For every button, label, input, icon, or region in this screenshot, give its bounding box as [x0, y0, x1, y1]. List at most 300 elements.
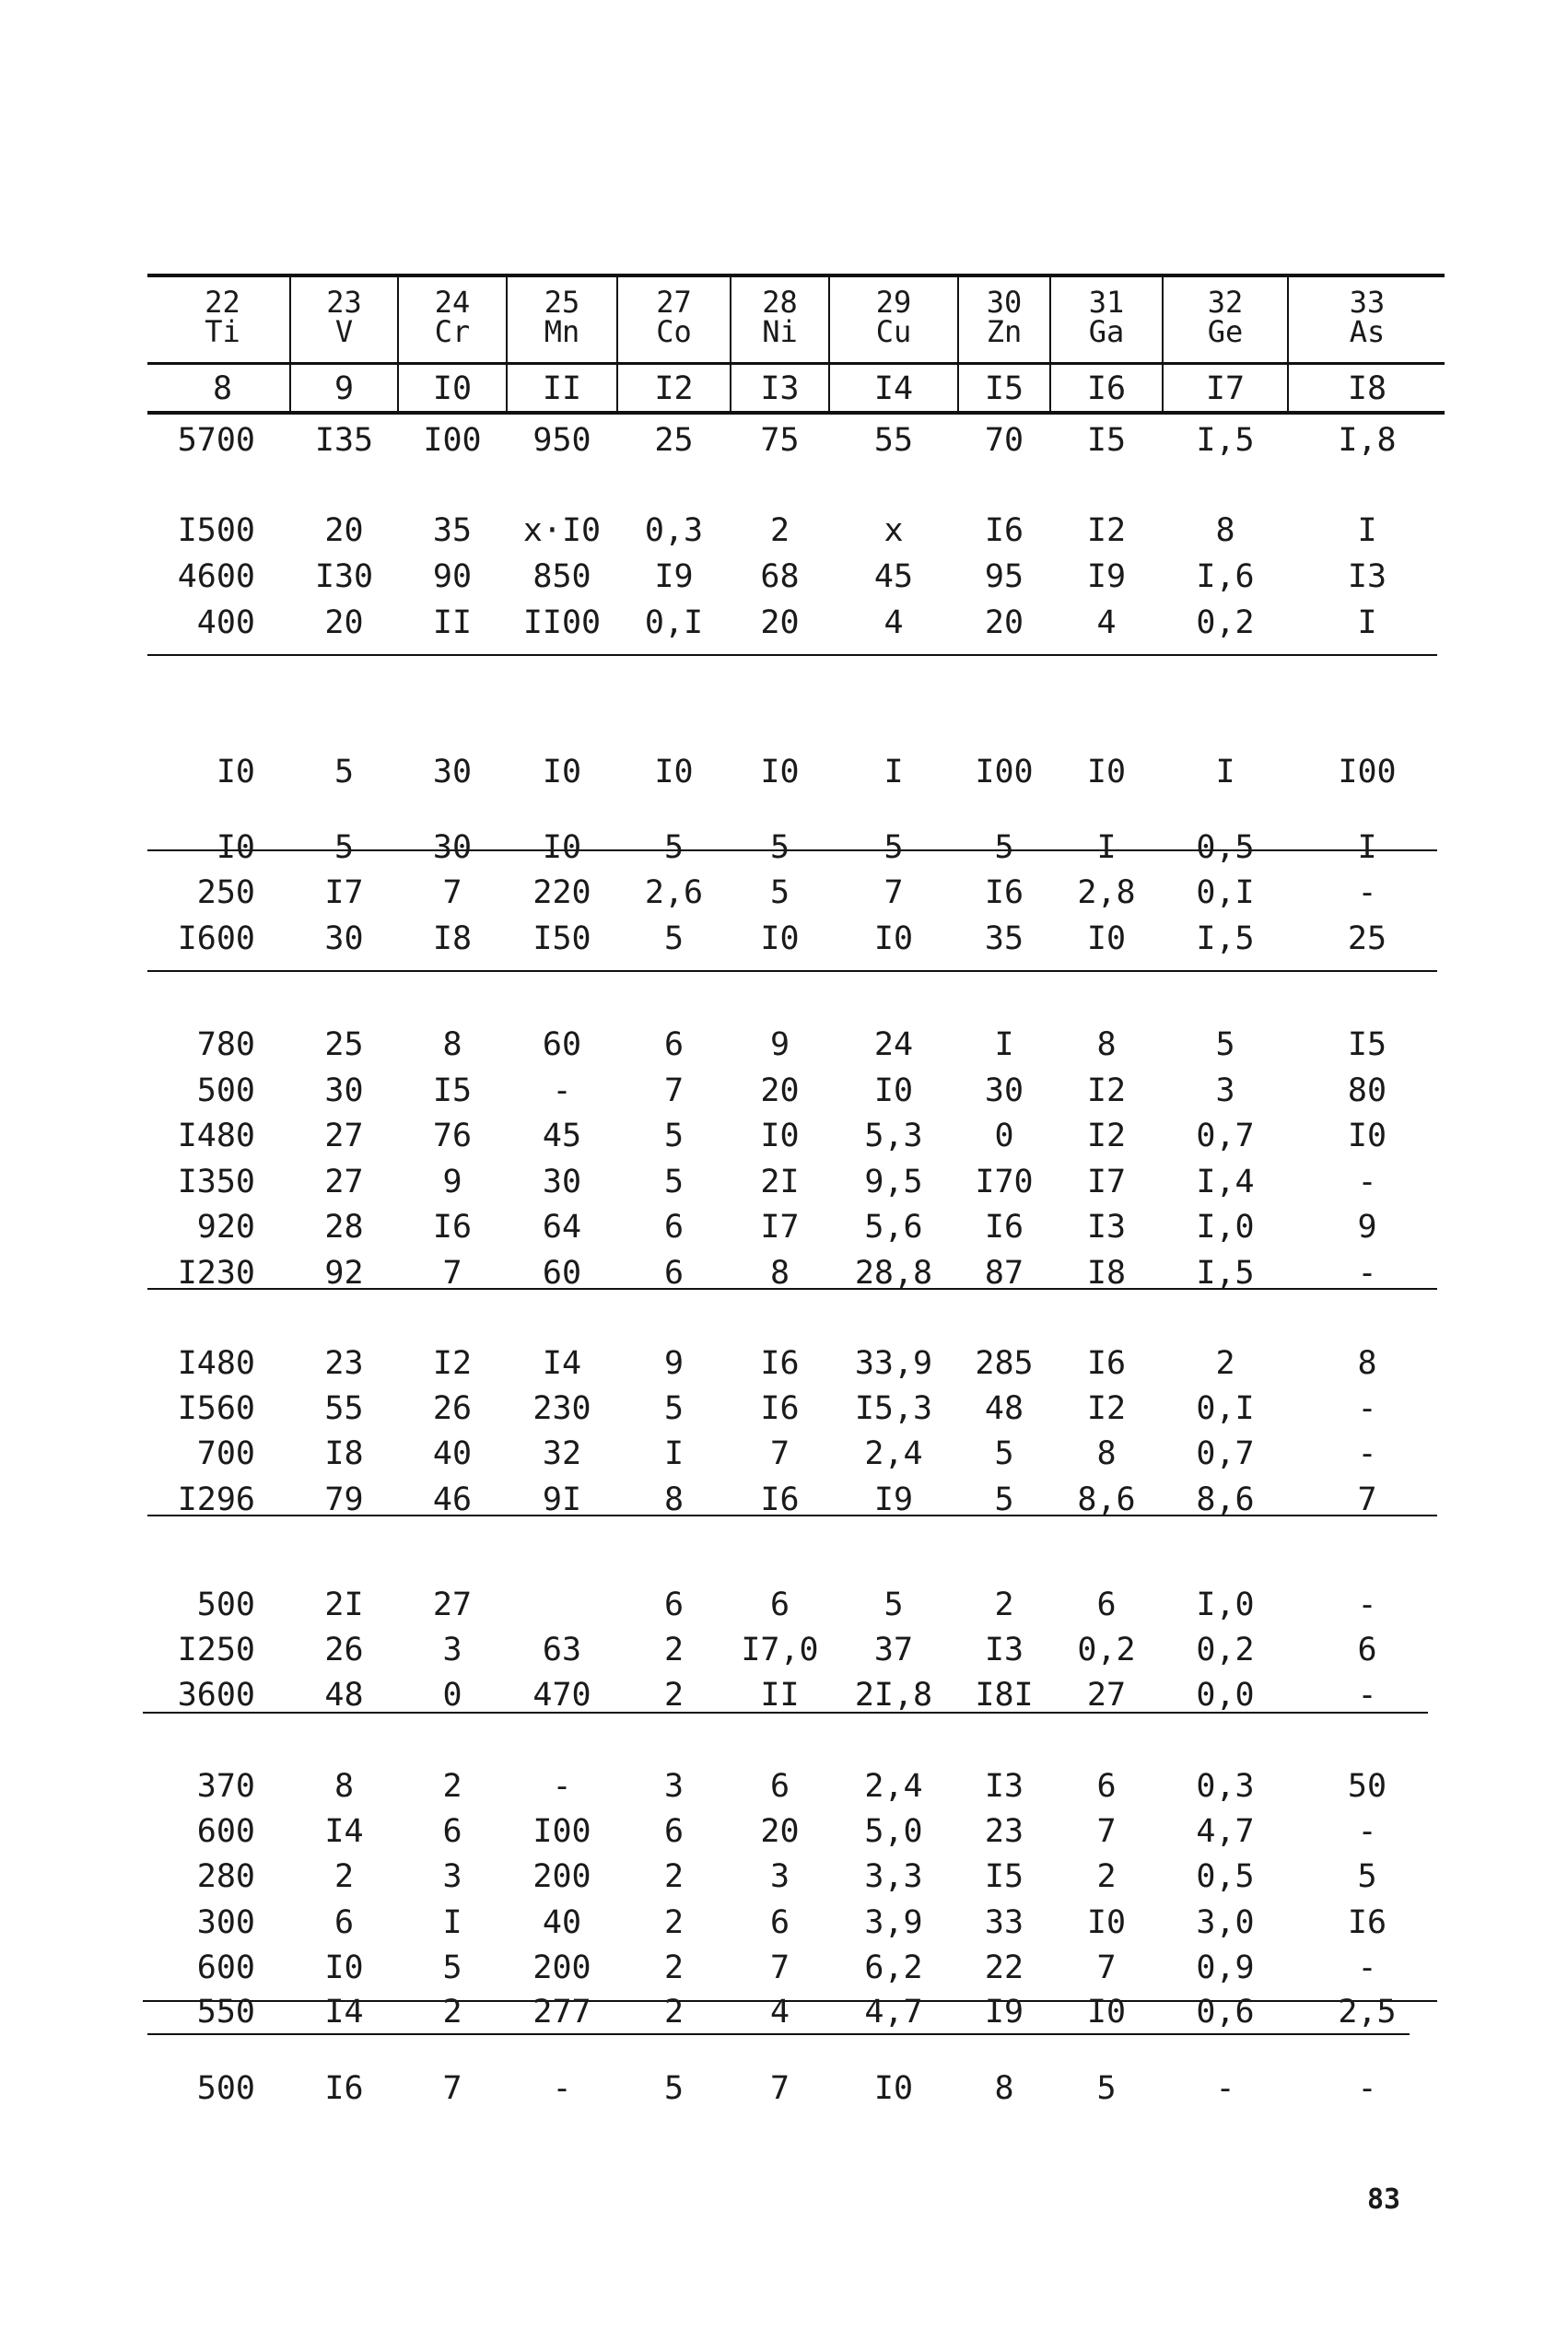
- table-cell: I0: [873, 2070, 914, 2107]
- table-cell: 5: [994, 1481, 1014, 1518]
- table-cell: -: [552, 2070, 572, 2107]
- table-cell: 0,2: [1196, 1632, 1255, 1668]
- table-cell: 370: [196, 1768, 255, 1805]
- table-cell: -: [1357, 1435, 1377, 1472]
- table-cell: 2,5: [1338, 1994, 1397, 2031]
- table-cell: I9: [1086, 558, 1127, 595]
- table-cell: 0,3: [1196, 1768, 1255, 1805]
- table-cell: 75: [760, 422, 800, 459]
- table-cell: I35: [314, 422, 374, 459]
- table-cell: 5,3: [864, 1118, 923, 1154]
- table-cell: 5: [1096, 2070, 1117, 2107]
- table-cell: I00: [423, 422, 482, 459]
- table-cell: 8: [663, 1481, 685, 1518]
- table-cell: 20: [324, 512, 364, 549]
- table-cell: I3: [984, 1768, 1024, 1805]
- table-cell: I296: [177, 1481, 255, 1518]
- table-row: [0, 870, 1568, 916]
- table-cell: 4,7: [1196, 1813, 1255, 1850]
- table-cell: I8I: [975, 1677, 1034, 1714]
- table-row: [0, 1204, 1568, 1250]
- table-cell: I3: [1086, 1209, 1127, 1246]
- table-cell: 63: [542, 1632, 582, 1668]
- table-cell: 780: [196, 1026, 255, 1063]
- table-cell: 500: [196, 1586, 255, 1623]
- table-cell: I: [883, 754, 904, 790]
- table-cell: I,4: [1196, 1164, 1255, 1200]
- table-cell: I0: [542, 754, 582, 790]
- table-cell: 3: [769, 1858, 790, 1895]
- table-cell: 6: [1096, 1768, 1117, 1805]
- table-cell: 200: [532, 1858, 591, 1895]
- table-cell: 7: [1096, 1949, 1117, 1986]
- table-cell: I0: [1347, 1118, 1387, 1154]
- table-cell: 2: [663, 1677, 685, 1714]
- element-number: 22: [205, 285, 240, 320]
- element-header-7: [958, 280, 1050, 356]
- element-number: 25: [544, 285, 580, 320]
- table-cell: I350: [177, 1164, 255, 1200]
- table-cell: I: [994, 1026, 1014, 1063]
- table-cell: 2: [442, 1768, 462, 1805]
- table-cell: I: [1215, 754, 1235, 790]
- element-header-9: [1163, 280, 1288, 356]
- table-cell: 76: [432, 1118, 473, 1154]
- table-cell: 7: [769, 1435, 790, 1472]
- column-number: I7: [1205, 370, 1246, 407]
- table-cell: 4600: [177, 558, 255, 595]
- table-cell: 5: [994, 1435, 1014, 1472]
- table-cell: 5700: [177, 422, 255, 459]
- table-cell: 5: [333, 754, 355, 790]
- element-symbol: Cu: [875, 314, 912, 349]
- table-cell: 0,6: [1196, 1994, 1255, 2031]
- table-cell: 55: [873, 422, 914, 459]
- table-cell: 9: [769, 1026, 790, 1063]
- table-cell: 8: [1215, 512, 1235, 549]
- table-row: [0, 1250, 1568, 1296]
- element-symbol: Ge: [1207, 314, 1244, 349]
- table-cell: 2: [663, 1949, 685, 1986]
- table-cell: II: [432, 604, 473, 641]
- table-row: [0, 1113, 1568, 1159]
- element-symbol: Ga: [1088, 314, 1125, 349]
- table-row: [0, 749, 1568, 795]
- table-cell: 8: [1096, 1026, 1117, 1063]
- table-cell: 70: [984, 422, 1024, 459]
- table-cell: 45: [542, 1118, 582, 1154]
- table-cell: 32: [542, 1435, 582, 1472]
- table-cell: 300: [196, 1904, 255, 1941]
- table-row: [0, 1582, 1568, 1628]
- table-cell: 6: [769, 1904, 790, 1941]
- table-cell: 0,2: [1077, 1632, 1136, 1668]
- table-cell: 5: [769, 874, 790, 911]
- table-row: [0, 508, 1568, 554]
- table-cell: 0,3: [644, 512, 704, 549]
- table-cell: I0: [873, 920, 914, 957]
- table-cell: 0,I: [1196, 1390, 1255, 1427]
- table-cell: -: [1215, 2070, 1235, 2107]
- table-cell: 9: [663, 1345, 685, 1382]
- table-cell: 5: [1357, 1858, 1377, 1895]
- element-number: 24: [434, 285, 471, 320]
- table-cell: 26: [324, 1632, 364, 1668]
- table-row: [0, 1022, 1568, 1068]
- table-cell: 30: [432, 754, 473, 790]
- table-cell: 33,9: [854, 1345, 933, 1382]
- table-row: [0, 1945, 1568, 1991]
- table-cell: 700: [196, 1435, 255, 1472]
- table-cell: 0,7: [1196, 1118, 1255, 1154]
- table-row: [0, 1989, 1568, 2035]
- element-number: 27: [656, 285, 692, 320]
- table-row: [0, 2066, 1568, 2112]
- table-rule: [147, 411, 1445, 415]
- element-header-4: [617, 280, 731, 356]
- table-cell: I2: [1086, 1072, 1127, 1109]
- table-cell: 25: [1347, 920, 1387, 957]
- table-cell: 2: [1215, 1345, 1235, 1382]
- element-symbol: Mn: [544, 314, 580, 349]
- table-cell: 46: [432, 1481, 473, 1518]
- column-number: I3: [760, 370, 800, 407]
- table-cell: -: [1357, 1164, 1377, 1200]
- table-cell: 6: [1096, 1586, 1117, 1623]
- table-cell: I70: [975, 1164, 1034, 1200]
- table-cell: 27: [324, 1164, 364, 1200]
- table-cell: 45: [873, 558, 914, 595]
- table-cell: 8,6: [1077, 1481, 1136, 1518]
- table-cell: 2: [663, 1632, 685, 1668]
- table-cell: 3,0: [1196, 1904, 1255, 1941]
- element-header-8: [1050, 280, 1163, 356]
- table-cell: 6: [663, 1026, 685, 1063]
- table-cell: 8: [1357, 1345, 1377, 1382]
- table-row: [0, 554, 1568, 600]
- table-cell: 22: [984, 1949, 1024, 1986]
- table-cell: -: [552, 1072, 572, 1109]
- element-number: 23: [326, 285, 362, 320]
- table-cell: I7: [324, 874, 364, 911]
- table-row: [0, 1808, 1568, 1855]
- table-row: [0, 417, 1568, 463]
- element-symbol: Ti: [205, 314, 240, 349]
- table-cell: 8: [1096, 1435, 1117, 1472]
- table-cell: -: [1357, 1949, 1377, 1986]
- table-cell: I: [1357, 512, 1377, 549]
- table-cell: I6: [984, 1209, 1024, 1246]
- table-cell: 5,6: [864, 1209, 923, 1246]
- table-cell: 5: [883, 829, 904, 866]
- table-cell: 60: [542, 1026, 582, 1063]
- table-cell: 0,7: [1196, 1435, 1255, 1472]
- table-cell: 550: [196, 1994, 255, 2031]
- table-cell: I,0: [1196, 1586, 1255, 1623]
- table-cell: I30: [314, 558, 374, 595]
- table-cell: 600: [196, 1949, 255, 1986]
- table-cell: I,8: [1338, 422, 1397, 459]
- table-cell: 40: [542, 1904, 582, 1941]
- table-cell: 30: [324, 920, 364, 957]
- table-cell: I5: [984, 1858, 1024, 1895]
- table-cell: 220: [532, 874, 591, 911]
- table-cell: -: [1357, 1586, 1377, 1623]
- table-cell: I480: [177, 1345, 255, 1382]
- column-number: I0: [432, 370, 473, 407]
- table-cell: 6: [663, 1586, 685, 1623]
- table-cell: I4: [324, 1813, 364, 1850]
- table-cell: 55: [324, 1390, 364, 1427]
- table-cell: 27: [324, 1118, 364, 1154]
- table-cell: 30: [432, 829, 473, 866]
- table-cell: 0,2: [1196, 604, 1255, 641]
- table-cell: 3,3: [864, 1858, 923, 1895]
- column-number: I6: [1086, 370, 1127, 407]
- table-cell: 5: [1215, 1026, 1235, 1063]
- table-cell: x·I0: [522, 512, 602, 549]
- table-cell: 27: [432, 1586, 473, 1623]
- table-cell: 5: [663, 1118, 685, 1154]
- table-cell: 2: [333, 1858, 355, 1895]
- table-cell: [507, 1582, 617, 1628]
- table-cell: 5: [883, 1586, 904, 1623]
- table-cell: 0,5: [1196, 1858, 1255, 1895]
- element-header-1: [290, 280, 398, 356]
- table-cell: I6: [432, 1209, 473, 1246]
- table-cell: 7: [442, 2070, 462, 2107]
- table-cell: I4: [542, 1345, 582, 1382]
- element-number: 29: [875, 285, 912, 320]
- table-cell: 280: [196, 1858, 255, 1895]
- table-cell: 20: [760, 1072, 800, 1109]
- table-cell: 5: [663, 1390, 685, 1427]
- table-cell: I5: [432, 1072, 473, 1109]
- table-row: [0, 1900, 1568, 1946]
- table-cell: I: [1096, 829, 1117, 866]
- table-cell: 6: [769, 1768, 790, 1805]
- table-cell: I0: [760, 1118, 800, 1154]
- table-cell: 30: [984, 1072, 1024, 1109]
- table-row: [0, 1477, 1568, 1523]
- table-cell: I7,0: [741, 1632, 819, 1668]
- table-cell: I500: [177, 512, 255, 549]
- table-cell: 87: [984, 1255, 1024, 1292]
- table-cell: 33: [984, 1904, 1024, 1941]
- table-cell: I250: [177, 1632, 255, 1668]
- element-symbol: Cr: [434, 314, 471, 349]
- table-cell: I9: [873, 1481, 914, 1518]
- table-cell: 79: [324, 1481, 364, 1518]
- table-cell: 2,4: [864, 1768, 923, 1805]
- table-cell: 5: [442, 1949, 462, 1986]
- table-cell: x: [883, 512, 904, 549]
- table-cell: 3: [442, 1632, 462, 1668]
- table-cell: 40: [432, 1435, 473, 1472]
- table-cell: I0: [1086, 1994, 1127, 2031]
- table-cell: II00: [522, 604, 602, 641]
- table-row: [0, 1627, 1568, 1673]
- table-cell: 2,6: [644, 874, 704, 911]
- element-header-2: [398, 280, 507, 356]
- table-cell: 9: [442, 1164, 462, 1200]
- table-cell: 4: [1096, 604, 1117, 641]
- table-cell: 0,I: [644, 604, 704, 641]
- table-cell: 0,9: [1196, 1949, 1255, 1986]
- table-cell: I0: [1086, 1904, 1127, 1941]
- table-row: [0, 1340, 1568, 1387]
- element-symbol: V: [334, 314, 354, 349]
- element-number: 32: [1207, 285, 1244, 320]
- table-cell: 500: [196, 1072, 255, 1109]
- table-cell: 25: [654, 422, 694, 459]
- table-cell: I00: [1338, 754, 1397, 790]
- table-cell: 5: [663, 920, 685, 957]
- column-number: 8: [212, 370, 233, 407]
- table-cell: 2: [994, 1586, 1014, 1623]
- table-row: [0, 1854, 1568, 1900]
- table-cell: 6: [663, 1209, 685, 1246]
- table-cell: I2: [1086, 1118, 1127, 1154]
- table-cell: 285: [975, 1345, 1034, 1382]
- element-header-3: [507, 280, 617, 356]
- table-cell: 30: [542, 1164, 582, 1200]
- table-cell: I6: [1086, 1345, 1127, 1382]
- column-number: I5: [984, 370, 1024, 407]
- table-cell: I50: [532, 920, 591, 957]
- table-cell: I6: [984, 874, 1024, 911]
- table-cell: I: [442, 1904, 462, 1941]
- table-cell: -: [1357, 1677, 1377, 1714]
- table-cell: 4: [769, 1994, 790, 2031]
- table-cell: 0: [994, 1118, 1014, 1154]
- table-cell: 5,0: [864, 1813, 923, 1850]
- table-cell: 23: [324, 1345, 364, 1382]
- table-cell: 7: [442, 874, 462, 911]
- table-cell: 20: [760, 1813, 800, 1850]
- table-row: [0, 1159, 1568, 1205]
- table-cell: 3: [663, 1768, 685, 1805]
- table-cell: 6: [769, 1586, 790, 1623]
- table-cell: 2,4: [864, 1435, 923, 1472]
- table-cell: 8: [442, 1026, 462, 1063]
- table-cell: 5: [769, 829, 790, 866]
- element-number: 33: [1349, 285, 1386, 320]
- table-cell: 25: [324, 1026, 364, 1063]
- table-row: [0, 1431, 1568, 1477]
- table-cell: -: [1357, 1813, 1377, 1850]
- table-cell: I560: [177, 1390, 255, 1427]
- table-cell: 92: [324, 1255, 364, 1292]
- table-cell: I7: [760, 1209, 800, 1246]
- table-cell: -: [1357, 1390, 1377, 1427]
- table-cell: 26: [432, 1390, 473, 1427]
- element-number: 30: [986, 285, 1023, 320]
- table-cell: I0: [216, 754, 255, 790]
- table-cell: 250: [196, 874, 255, 911]
- table-cell: I2: [432, 1345, 473, 1382]
- table-cell: 0,5: [1196, 829, 1255, 866]
- table-cell: 27: [1086, 1677, 1127, 1714]
- table-cell: I2: [1086, 512, 1127, 549]
- table-cell: 7: [442, 1255, 462, 1292]
- table-cell: I2: [1086, 1390, 1127, 1427]
- table-cell: 5: [663, 1164, 685, 1200]
- table-cell: 35: [432, 512, 473, 549]
- table-cell: 24: [873, 1026, 914, 1063]
- table-row: [0, 1672, 1568, 1718]
- element-symbol: Co: [656, 314, 692, 349]
- table-cell: 2: [663, 1904, 685, 1941]
- table-cell: I6: [760, 1481, 800, 1518]
- element-symbol: Zn: [986, 314, 1023, 349]
- table-cell: I0: [760, 754, 800, 790]
- column-number: I2: [654, 370, 694, 407]
- table-cell: I6: [760, 1345, 800, 1382]
- table-cell: 9: [1357, 1209, 1377, 1246]
- table-cell: 2: [1096, 1858, 1117, 1895]
- table-cell: 20: [324, 604, 364, 641]
- table-cell: 5: [333, 829, 355, 866]
- element-header-5: [731, 280, 829, 356]
- table-cell: 200: [532, 1949, 591, 1986]
- table-cell: I3: [1347, 558, 1387, 595]
- table-cell: I6: [760, 1390, 800, 1427]
- table-cell: 5: [663, 2070, 685, 2107]
- table-cell: I5: [1347, 1026, 1387, 1063]
- table-cell: 7: [769, 2070, 790, 2107]
- table-cell: I00: [532, 1813, 591, 1850]
- table-cell: 4: [883, 604, 904, 641]
- table-cell: 4,7: [864, 1994, 923, 2031]
- table-cell: 0,I: [1196, 874, 1255, 911]
- table-cell: I230: [177, 1255, 255, 1292]
- table-cell: I0: [654, 754, 694, 790]
- element-symbol: Ni: [762, 314, 798, 349]
- table-cell: -: [1357, 2070, 1377, 2107]
- table-cell: 95: [984, 558, 1024, 595]
- element-number: 31: [1088, 285, 1125, 320]
- table-cell: I8: [432, 920, 473, 957]
- table-cell: 2: [663, 1994, 685, 2031]
- table-cell: -: [552, 1768, 572, 1805]
- table-cell: 7: [663, 1072, 685, 1109]
- table-cell: I3: [984, 1632, 1024, 1668]
- table-cell: 6: [663, 1255, 685, 1292]
- table-cell: 9,5: [864, 1164, 923, 1200]
- table-cell: 3,9: [864, 1904, 923, 1941]
- table-cell: 230: [532, 1390, 591, 1427]
- table-cell: 35: [984, 920, 1024, 957]
- table-cell: I,5: [1196, 422, 1255, 459]
- table-cell: 48: [324, 1677, 364, 1714]
- table-cell: II: [760, 1677, 800, 1714]
- table-rule: [147, 362, 1445, 365]
- table-rule: [147, 654, 1437, 656]
- table-cell: 80: [1347, 1072, 1387, 1109]
- table-cell: 2: [442, 1994, 462, 2031]
- table-cell: 0: [442, 1677, 462, 1714]
- table-cell: 2I,8: [854, 1677, 933, 1714]
- table-cell: 7: [769, 1949, 790, 1986]
- table-cell: 470: [532, 1677, 591, 1714]
- table-cell: 37: [873, 1632, 914, 1668]
- table-cell: 28: [324, 1209, 364, 1246]
- table-cell: I6: [324, 2070, 364, 2107]
- table-cell: I600: [177, 920, 255, 957]
- table-cell: 23: [984, 1813, 1024, 1850]
- table-cell: I,5: [1196, 920, 1255, 957]
